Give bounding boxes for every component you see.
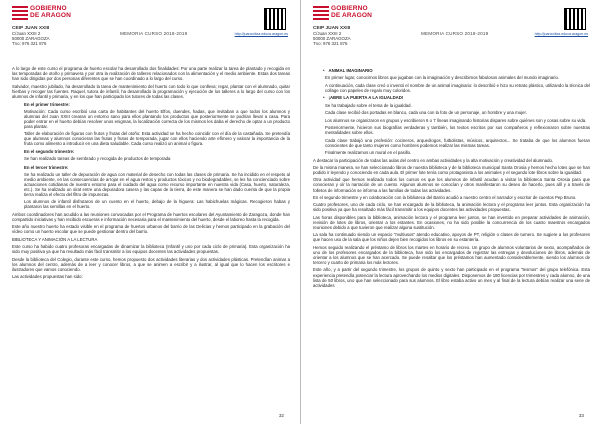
- paragraph: Se han realizado tareas de sembrado y recogida de productos de temporada: [24, 156, 171, 162]
- page-number: 32: [278, 413, 284, 418]
- school-line: 50000 ZARAGOZA: [12, 36, 50, 41]
- paragraph: Cuatro profesores, uno de cada ciclo, se han encargado de la biblioteca, la animación lectora y el programa leer juntos. Esta organización ha sido positiva ya que ha resultado más fácil transmitir a los equipos docentes las actividades propuestas.: [313, 202, 590, 213]
- page-body: [313, 68, 590, 288]
- memo-title: MEMORIA CURSO 2018-2019: [421, 31, 489, 36]
- paragraph: Desde la biblioteca del Colegio, durante este curso, hemos propuesto dos actividades literarias y dos actividades plásticas. Pretendían animar a los alumnos del centro, además de a leer y conocer libros, a que se animen a escribir y a ilustrar, al igual que lo hacen los escritores e ilustradores que vamos conociendo.: [12, 256, 290, 272]
- logo-line-1: GOBIERNO: [331, 5, 368, 13]
- school-line: Tno: 976 321 876: [12, 41, 47, 46]
- page-header: [12, 6, 290, 66]
- section-heading: • ANIMAL IMAGINARIO: [323, 68, 590, 73]
- memo-title: MEMORIA CURSO 2018-2019: [120, 31, 188, 36]
- qr-code-icon: [264, 8, 286, 30]
- paragraph: Los alumnos se organizaron en grupos y escribieron 6 o 7 líneas imaginando historias dispares sobre quiénes son y cosas sobre su vida.: [325, 117, 587, 123]
- paragraph: Este año, y a partir del segundo trimestre, los grupos de quinto y sexto han participado en el programa "tesmos" del grupo telefónica. Esta experiencia pretendía potenciar la lectura aprovechando los medios digitales. Disponemos de 180 licencias por trimestres y cada alumno, de una lista de 50 libros, uno que han seleccionado para sus alumnos. El libro estaba activo un mes y al final de la lectura debían realizar una serie de actividades: [313, 267, 590, 288]
- paragraph: Finalmente realizamos un mural en el pasillo.: [325, 150, 412, 156]
- logo-line-2: DE ARAGON: [331, 12, 372, 19]
- school-name: CEIP JUAN XXIII: [12, 26, 50, 31]
- page-number: 33: [578, 413, 584, 418]
- school-website-link[interactable]: http://juanxxiiiza.educa.aragon.es: [234, 32, 288, 36]
- paragraph: Salvador, maestro jubilado, ha desarrollado la tarea de mantenimiento del huerto con todo lo que conlleva; regar, plantar con el alumnado, quitar hierbas y recoger las fuentes. Raquel, tutora de infantil, ha desarrollado la programación y ejecución de los talleres a lo largo del curso con los alumnos de infantil y primaria, y en los que han participado los tutores de todas las clases.: [12, 83, 290, 99]
- school-line: C/Juan XXIII 2: [12, 31, 41, 36]
- paragraph: Otra actividad que hemos realizado todos los cursos es que los alumnos de infantil acudan a visitar la biblioteca Santa Orosia para que conocieran y oír la narración de un cuento. Algunos alumnos se conocían y otros manifestaron su deseo de hacerlo, pues allí y a través de folletos de información se informa a las familias de todas las actividades.: [313, 177, 590, 193]
- qr-code-icon: [564, 8, 586, 30]
- paragraph: Taller de elaboración de figuras con frutos y frutas del otoño: Esta actividad se ha hecho coincidir con el día de la castañada. Se pretendía que alumnas y alumnos conocieran las frutas y frutos de temporada, jugar con ellos haciendo arte efímero y valorar la importancia de la fruta como alimento a introducir en una dieta saludable. Cada curso realizó un animal o figura.: [24, 131, 290, 147]
- paragraph: Motivación: Cada curso escribió una carta de habitantes del huerto Elfos, duendes, hadas, que invitaban a que todos los alumnos y alumnas del Juan XXIII crearan un entorno sano para ellos plantando los productos que posteriormente se podrían llevar a casa. Para poder entrar en el huerto debían resolver unos enigmas, la localización correcta de los mismos les daba el derecho de optar a un producto para plantar.: [24, 108, 290, 129]
- gobierno-aragon-logo: [313, 6, 372, 20]
- page-body: [12, 66, 290, 279]
- paragraph: Cada clase recibió dos portadas en blanco, cada una con la foto de un personaje, un hombre y una mujer.: [325, 110, 527, 116]
- school-line: 50000 ZARAGOZA: [313, 36, 351, 41]
- school-line: C/Juan XXIII 2: [313, 31, 342, 36]
- paragraph: Este año nuestro huerto ha estado visible en el programa de huertos urbanos del barrio de las Delicias y hemos participado en la grabación del vídeo como un huerto escolar que se puede gestionar dentro del barrio.: [12, 224, 290, 235]
- paragraph: Los alumnos de infantil disfrutaron de un cuento en el huerto, debajo de la higuera: Las habichuelas mágicas. Recogieron habas y plantaron las semillas en el huerto.: [24, 199, 290, 210]
- paragraph: A destacar la participación de todas las aulas del centro en ambas actividades y la alta motivación y creatividad del alumnado.: [313, 157, 554, 163]
- logo-line-2: DE ARAGON: [30, 12, 71, 19]
- paragraph: Las actividades propuestas han sido:: [12, 274, 83, 280]
- school-line: Tno: 976 321 876: [313, 41, 348, 46]
- aragon-flag-icon: [313, 6, 329, 20]
- section-heading: • ¡ABRE LA PUERTA A LA IGUALDAD!: [323, 95, 590, 100]
- paragraph: Se ha realizado un taller de depuración de agua con material de desecho con todas las clases de primaria. Se ha incidido en el respeto al medio ambiente, en las consecuencias de arrojar en el agua restos y productos tóxicos y no biodegradables, se les ha concienciado sobre actuaciones cotidianas de nuestro entorno para el cuidado del agua como recurso importante en nuestra vida (Casa, huerto, naturaleza, etc.). Se ha realizado un sirat entre una depuradora casera y las capas de la tierra, de este manera se han dado cuenta de que la propia tierra realiza el efecto del filtro de impurezas.: [24, 171, 290, 197]
- section-heading: En el segundo trimestre:: [24, 149, 75, 155]
- page-header: [313, 6, 590, 66]
- aragon-flag-icon: [12, 6, 28, 20]
- paragraph: Posteriormente, hicieron sus biografías verdaderas y también, los textos escritos por sus compañeros y reflexionaron sobre nuestras mentalidades sobre ellos.: [325, 125, 590, 136]
- paragraph: Las horas disponibles para la biblioteca, animación lectora y el programa leer juntos, se han invertido en preparar actividades de animación, revisión de lotes de libros, orientar a los estantes. En ocasiones, no ha sido posible la concurrencia de los cuatro maestros encargados reuniones debido a que tuvieron que realizar alguna sustitución.: [313, 214, 590, 230]
- school-address: [313, 26, 351, 46]
- paragraph: A lo largo de este curso el programa de huerto escolar ha desarrollado dos finalidades: Por una parte realizar la tarea de plantado y recogida en las temporadas de otoño y primavera y por otra la realización de talleres relacionados con la alimentación y el medio ambiente. Estas dos tareas han sido dirigidas por dos personas diferentes que se han coordinado a lo largo del curso.: [12, 66, 290, 82]
- logo-line-1: GOBIERNO: [30, 5, 67, 13]
- paragraph: Cada clase trabajó una profesión: cocineros, arqueólogos, futbolistas, músicos, arquitectos... Se trataba de que los alumnos fueran conscientes de que tanto mujeres como hombres podemos realizar las mismas tareas.: [325, 137, 590, 148]
- paragraph: Ambos coordinadores han acudido a las reuniones convocadas por el Programa de huertos escolares del Ayuntamiento de Zaragoza, donde han compartido iniciativas y han recibido escueras e información necesaria para el mantenimiento del huerto, desde el laboreo hasta la recogida.: [12, 211, 290, 222]
- paragraph: En el segundo trimestre y en colaboración con la biblioteca del Barrio acudió a nuestro centro el narrador y escritor de cuentos Pep Bruno.: [313, 194, 577, 200]
- gobierno-aragon-logo: [12, 6, 71, 20]
- page-right: [300, 0, 600, 424]
- paragraph: Este curso ha habido cuatro profesoras encargadas de dinamizar la biblioteca (Infantil y uno por cada ciclo de primaria). Esta organización ha sido muy positiva ya que ha resultado más fácil transmitir a los equipos docentes las actividades propuestas.: [12, 244, 290, 255]
- school-website-link[interactable]: http://juanxxiiiza.educa.aragon.es: [534, 32, 588, 36]
- section-heading: En el primer trimestre:: [24, 101, 70, 107]
- paragraph: Se ha trabajado sobre el tema de la igualdad.: [325, 102, 412, 108]
- school-address: [12, 26, 50, 46]
- paragraph: BIBLIOTECA Y ANIMACIÓN A LA LECTURA: [12, 236, 98, 242]
- paragraph: Hemos seguido realizando el préstamo de libros los martes en horario de recreo. Un grupo de alumnos voluntarios de sexto, acompañados de uno de los profesores encargados de la biblioteca, han sido los encargados de registrar las entregas y devoluciones de libros, además de orientar a los alumnos que se han acercado. Se puede resaltar que los préstamos han aumentado considerablemente, siendo los alumnos de tercero y cuarto de primaria los más lectores.: [313, 244, 590, 266]
- paragraph: De la misma manera, se han seleccionado libros de nuestra biblioteca y de la biblioteca municipal Santa Orosia y hemos hecho lotes que se han podido ir leyendo y conociendo en cada aula. El primer lote tenía como protagonista a los animales y el segundo lote libros sobre la igualdad.: [313, 164, 590, 175]
- paragraph: En primer lugar, conocimos libros que jugaban con la imaginación y describimos fabulosos animales del mundo imaginario.: [325, 75, 560, 81]
- paragraph: La sala ha continuado siendo un espacio "multiusos" atendo educativo, apoyos de PT, religión o clases de turnero. Se sugiere a los profesores que hacen uso de la sala que los niños dejen bien recogidos los libros en su estantería.: [313, 232, 590, 243]
- section-heading: En el tercer trimestre:: [24, 164, 69, 170]
- school-name: CEIP JUAN XXIII: [313, 26, 351, 31]
- paragraph: A continuación, cada clase creó o inventó el nombre de un animal imaginario: lo describió e hizo su retrato plástico, utilizando la técnica del collage con papeles de regalo muy coloridos.: [325, 82, 590, 93]
